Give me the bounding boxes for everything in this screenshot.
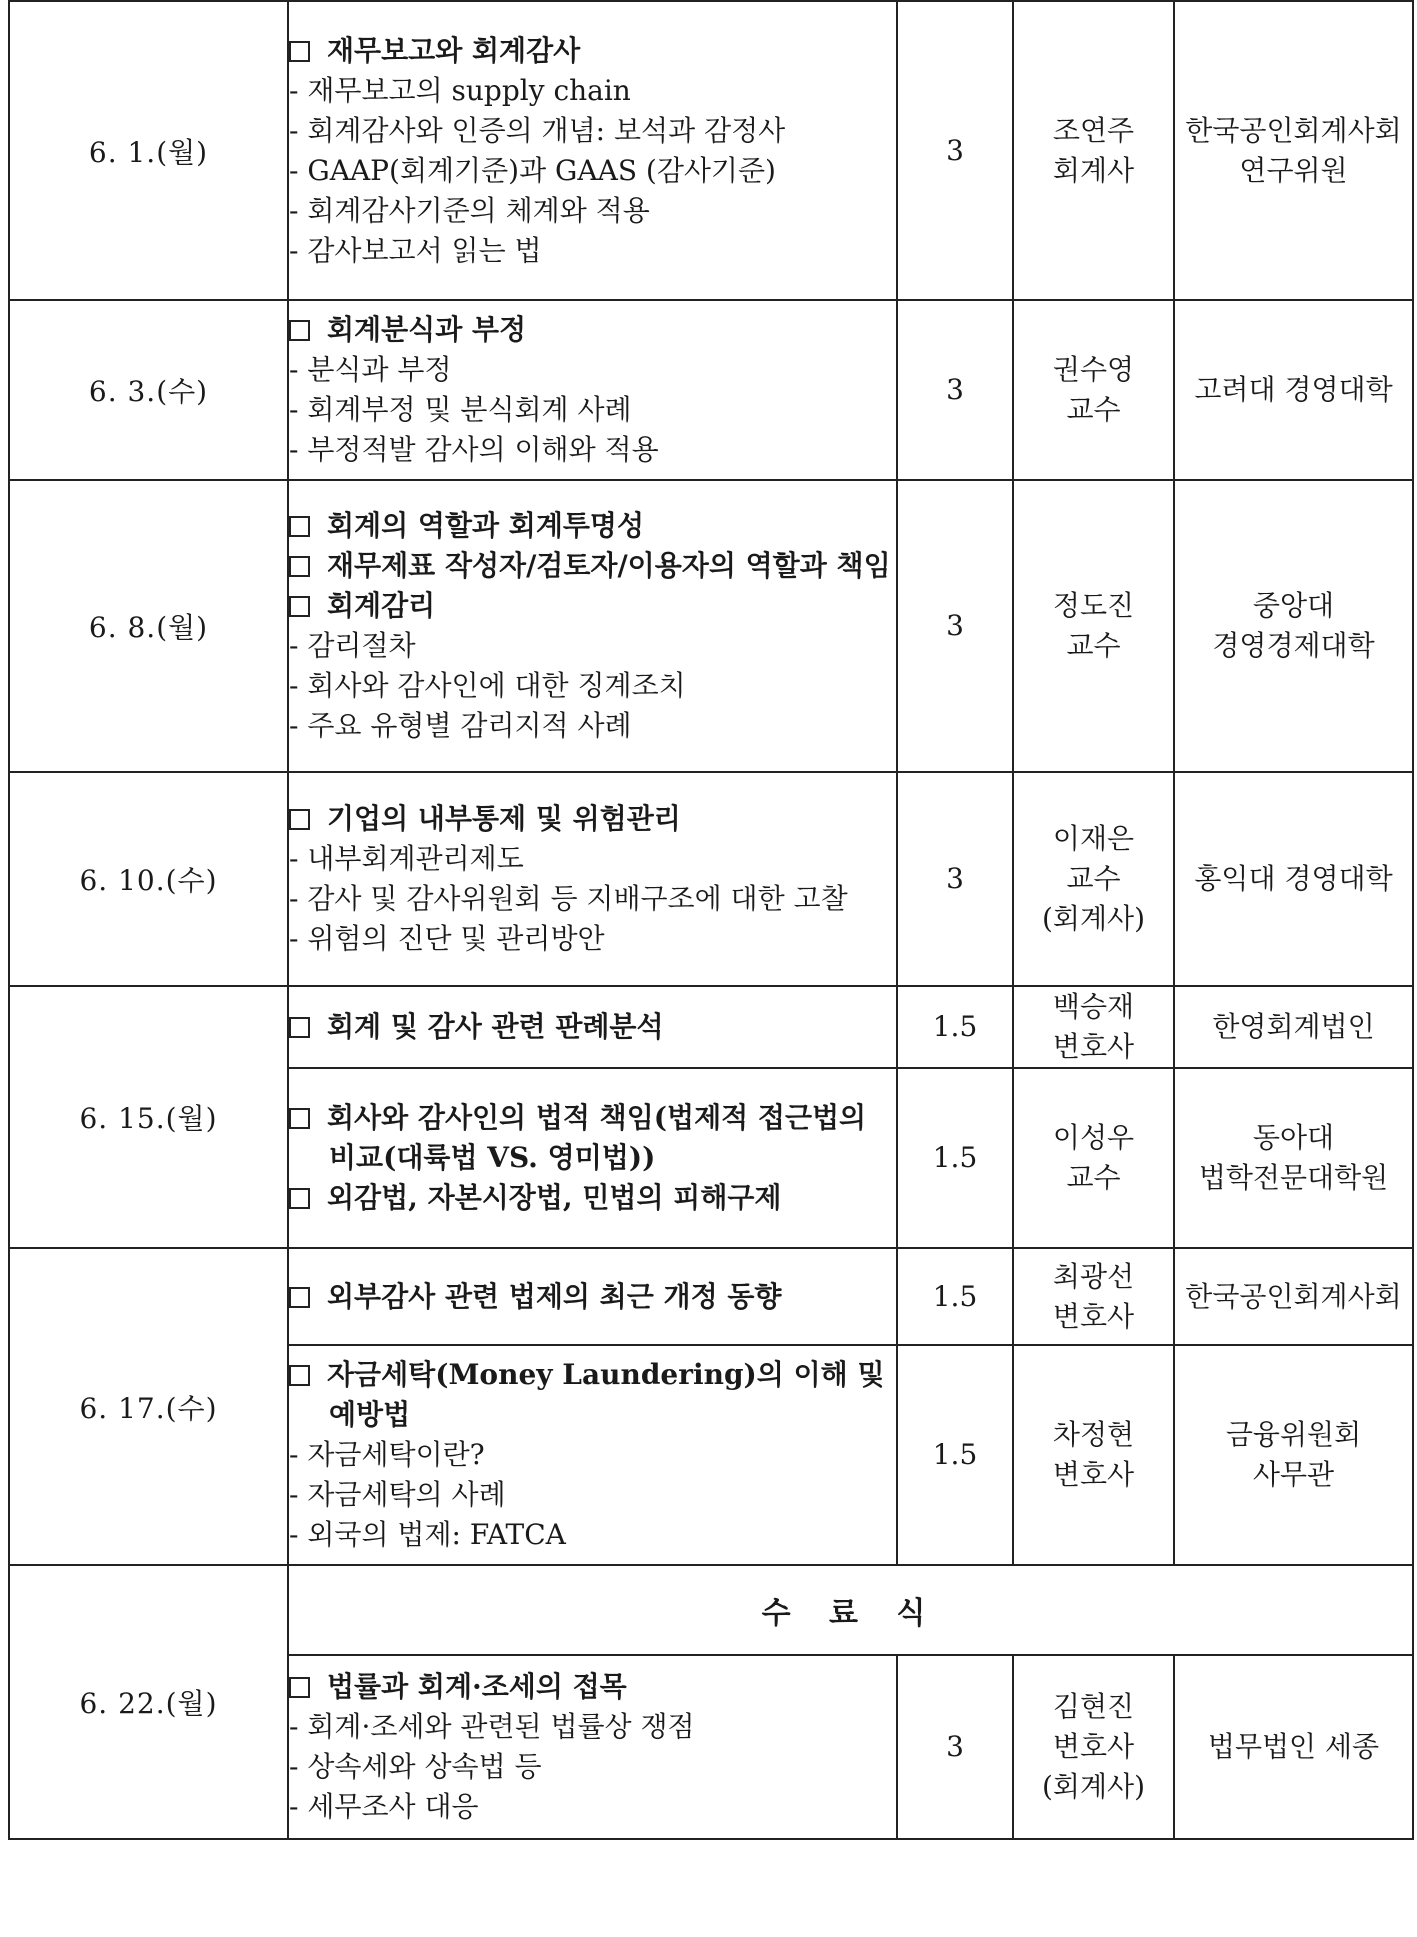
lecturer-name: 권수영 [1052, 353, 1135, 386]
schedule-row [9, 300, 1413, 480]
lecturer-name: 이재은 [1052, 822, 1135, 855]
lecturer-cell [1013, 480, 1174, 772]
content-cell [288, 1655, 897, 1839]
checkbox-icon [289, 516, 310, 537]
lecturer-cell [1013, 300, 1174, 480]
lecturer-cell [1013, 1, 1174, 300]
topic-heading: 회계 및 감사 관련 판례분석 [289, 1007, 896, 1047]
affiliation-line: 법학전문대학원 [1198, 1161, 1389, 1194]
topic-item: - 감사보고서 읽는 법 [289, 231, 896, 271]
content-cell [288, 986, 897, 1068]
topic-heading: 법률과 회계·조세의 접목 [289, 1667, 896, 1707]
hours-cell: 1.5 [897, 986, 1013, 1068]
content-cell [288, 772, 897, 986]
lecturer-title: 교수 [1066, 1161, 1121, 1194]
affiliation-line: 금융위원회 [1225, 1418, 1362, 1451]
schedule-row [9, 480, 1413, 772]
hours-cell: 3 [897, 772, 1013, 986]
hours-cell: 3 [897, 1655, 1013, 1839]
topic-item: - 자금세탁이란? [289, 1435, 896, 1475]
topic-item: - 외국의 법제: FATCA [289, 1515, 896, 1555]
affiliation-cell [1174, 300, 1413, 480]
checkbox-icon [289, 1287, 310, 1308]
topic-item: - 재무보고의 supply chain [289, 71, 896, 111]
checkbox-icon [289, 1188, 310, 1209]
hours-cell: 1.5 [897, 1068, 1013, 1248]
affiliation-line: 법무법인 세종 [1207, 1730, 1380, 1763]
lecturer-title: 변호사 [1052, 1299, 1135, 1333]
affiliation-cell [1174, 772, 1413, 986]
affiliation-line: 동아대 [1252, 1121, 1335, 1154]
affiliation-line: 한영회계법인 [1212, 1010, 1375, 1043]
topic-heading: 기업의 내부통제 및 위험관리 [289, 799, 896, 839]
affiliation-cell [1174, 986, 1413, 1068]
checkbox-icon [289, 1108, 310, 1129]
checkbox-icon [289, 1365, 310, 1386]
lecturer-name: 김현진 [1052, 1690, 1135, 1723]
topic-heading: 회계의 역할과 회계투명성 [289, 506, 896, 546]
lecturer-title: 교수 [1066, 862, 1121, 895]
topic-item: - 감사 및 감사위원회 등 지배구조에 대한 고찰 [289, 879, 896, 919]
lecturer-title: (회계사) [1042, 1770, 1145, 1803]
lecturer-name: 이성우 [1052, 1121, 1135, 1154]
content-cell [288, 480, 897, 772]
topic-item: - 회계·조세와 관련된 법률상 쟁점 [289, 1707, 896, 1747]
topic-item: - 세무조사 대응 [289, 1787, 896, 1827]
checkbox-icon [289, 809, 310, 830]
affiliation-line: 경영경제대학 [1212, 629, 1375, 662]
topic-heading: 외부감사 관련 법제의 최근 개정 동향 [289, 1277, 896, 1317]
lecturer-cell [1013, 986, 1174, 1068]
topic-item: - 자금세탁의 사례 [289, 1475, 896, 1515]
date-cell: 6. 15.(월) [9, 986, 288, 1248]
content-cell [288, 1, 897, 300]
content-cell [288, 1068, 897, 1248]
checkbox-icon [289, 556, 310, 577]
lecturer-title: 변호사 [1052, 1030, 1135, 1063]
graduation-ceremony: 수 료 식 [288, 1565, 1413, 1655]
topic-heading: 회계분식과 부정 [289, 310, 896, 350]
affiliation-line: 한국공인회계사회 [1185, 1279, 1402, 1313]
checkbox-icon [289, 320, 310, 341]
topic-heading: 재무제표 작성자/검토자/이용자의 역할과 책임 [289, 546, 896, 586]
lecturer-name: 최광선 [1052, 1259, 1135, 1293]
schedule-row [9, 986, 1413, 1068]
lecturer-cell [1013, 1068, 1174, 1248]
lecturer-cell [1013, 1345, 1174, 1565]
topic-item: - 회계부정 및 분식회계 사례 [289, 390, 896, 430]
schedule-table [8, 0, 1414, 1840]
lecturer-cell [1013, 1248, 1174, 1345]
affiliation-cell [1174, 1248, 1413, 1345]
date-cell: 6. 22.(월) [9, 1565, 288, 1839]
hours-cell: 3 [897, 480, 1013, 772]
affiliation-cell [1174, 480, 1413, 772]
content-cell [288, 1345, 897, 1565]
hours-cell: 1.5 [897, 1248, 1013, 1345]
topic-heading: 회계감리 [289, 586, 896, 626]
content-cell [288, 300, 897, 480]
checkbox-icon [289, 41, 310, 62]
hours-cell: 3 [897, 1, 1013, 300]
schedule-row [9, 772, 1413, 986]
topic-item: - 상속세와 상속법 등 [289, 1747, 896, 1787]
lecturer-title: 교수 [1066, 393, 1121, 426]
affiliation-cell [1174, 1345, 1413, 1565]
affiliation-line: 한국공인회계사회 [1185, 113, 1402, 147]
lecturer-title: (회계사) [1042, 902, 1145, 935]
checkbox-icon [289, 1017, 310, 1038]
topic-item: - 내부회계관리제도 [289, 839, 896, 879]
hours-cell: 3 [897, 300, 1013, 480]
lecturer-cell [1013, 772, 1174, 986]
lecturer-title: 교수 [1066, 629, 1121, 662]
affiliation-cell [1174, 1068, 1413, 1248]
topic-item: - 감리절차 [289, 626, 896, 666]
lecturer-name: 백승재 [1052, 990, 1135, 1023]
topic-heading: 회사와 감사인의 법적 책임(법제적 접근법의 비교(대륙법 VS. 영미법)) [289, 1098, 896, 1178]
lecturer-title: 변호사 [1052, 1730, 1135, 1763]
date-cell: 6. 3.(수) [9, 300, 288, 480]
schedule-row [9, 1, 1413, 300]
affiliation-line: 홍익대 경영대학 [1194, 862, 1393, 895]
schedule-row [9, 1565, 1413, 1655]
topic-item: - 분식과 부정 [289, 350, 896, 390]
date-cell: 6. 8.(월) [9, 480, 288, 772]
lecturer-title: 회계사 [1052, 153, 1135, 187]
topic-item: - 위험의 진단 및 관리방안 [289, 919, 896, 959]
affiliation-line: 사무관 [1252, 1458, 1335, 1491]
affiliation-line: 고려대 경영대학 [1194, 373, 1393, 406]
affiliation-cell [1174, 1655, 1413, 1839]
lecturer-title: 변호사 [1052, 1458, 1135, 1491]
topic-heading: 외감법, 자본시장법, 민법의 피해구제 [289, 1178, 896, 1218]
affiliation-cell [1174, 1, 1413, 300]
date-cell: 6. 1.(월) [9, 1, 288, 300]
affiliation-line: 연구위원 [1239, 153, 1348, 187]
date-cell: 6. 10.(수) [9, 772, 288, 986]
topic-item: - 주요 유형별 감리지적 사례 [289, 706, 896, 746]
affiliation-line: 중앙대 [1252, 589, 1335, 622]
topic-item: - GAAP(회계기준)과 GAAS (감사기준) [289, 151, 896, 191]
date-cell: 6. 17.(수) [9, 1248, 288, 1565]
schedule-row [9, 1248, 1413, 1345]
topic-item: - 회사와 감사인에 대한 징계조치 [289, 666, 896, 706]
lecturer-cell [1013, 1655, 1174, 1839]
topic-item: - 회계감사와 인증의 개념: 보석과 감정사 [289, 111, 896, 151]
lecturer-name: 차정현 [1052, 1418, 1135, 1451]
checkbox-icon [289, 1677, 310, 1698]
lecturer-name: 정도진 [1052, 589, 1135, 622]
lecturer-name: 조연주 [1052, 113, 1135, 147]
topic-item: - 회계감사기준의 체계와 적용 [289, 191, 896, 231]
hours-cell: 1.5 [897, 1345, 1013, 1565]
topic-item: - 부정적발 감사의 이해와 적용 [289, 430, 896, 470]
topic-heading: 재무보고와 회계감사 [289, 31, 896, 71]
topic-heading: 자금세탁(Money Laundering)의 이해 및 예방법 [289, 1355, 896, 1435]
content-cell [288, 1248, 897, 1345]
checkbox-icon [289, 596, 310, 617]
